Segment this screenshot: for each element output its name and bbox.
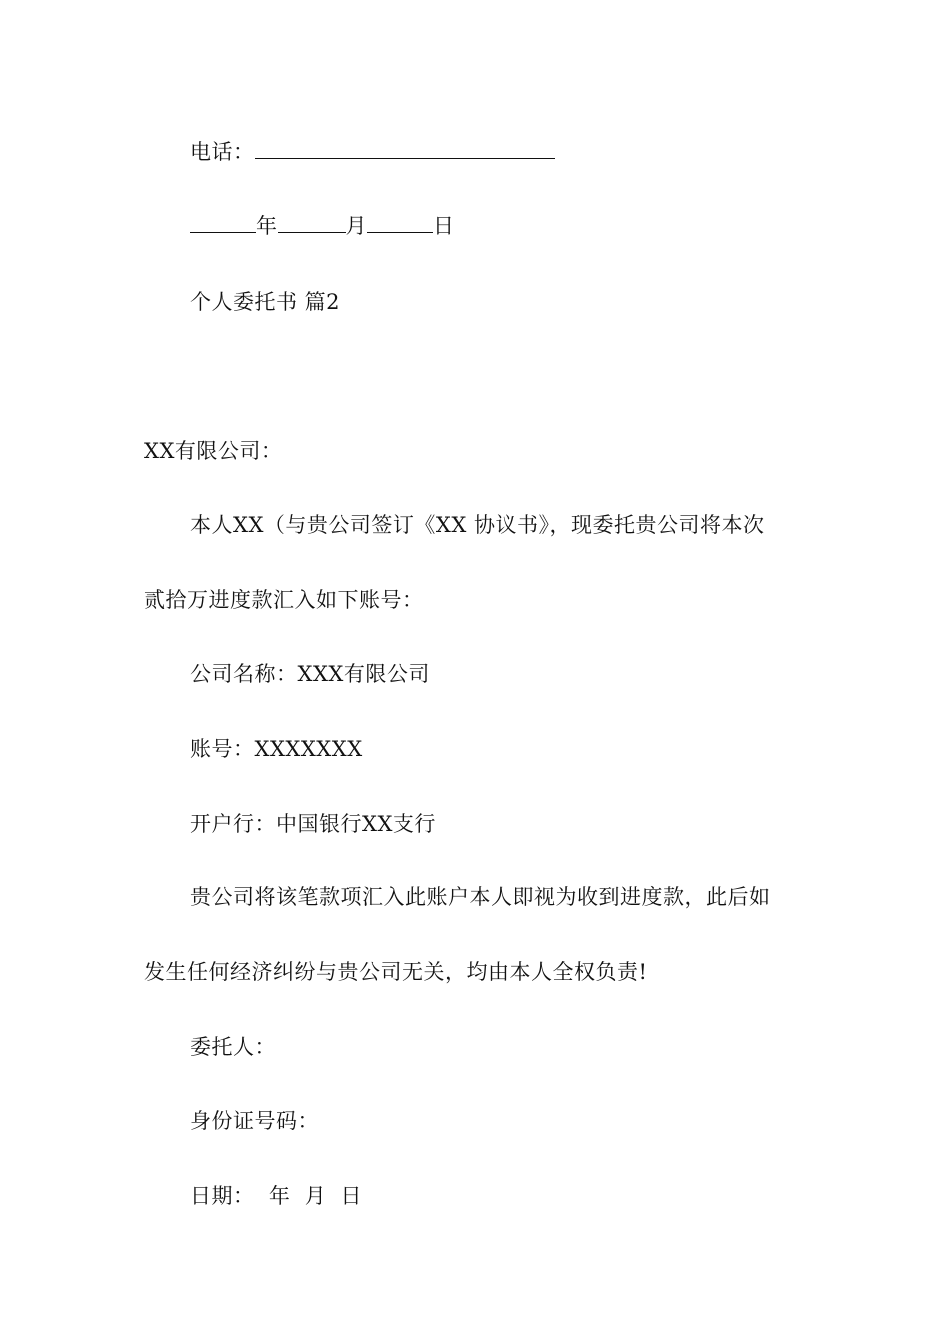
principal-label: 委托人：: [190, 1035, 276, 1059]
section-title: 个人委托书 篇2: [190, 290, 341, 314]
company-name: 公司名称：XXX有限公司: [190, 662, 430, 686]
month-label: 月: [345, 214, 367, 238]
month-blank: [278, 212, 346, 233]
addressee: XX有限公司：: [144, 439, 283, 463]
phone-blank: [255, 138, 555, 159]
body-paragraph-2: 贵公司将该笔款项汇入此账户本人即视为收到进度款，此后如: [190, 885, 771, 909]
body-paragraph-2-continued: 发生任何经济纠纷与贵公司无关，均由本人全权负责!: [144, 960, 648, 984]
body-paragraph-1-continued: 贰拾万进度款汇入如下账号：: [144, 588, 424, 612]
bank-branch: 开户行：中国银行XX支行: [190, 812, 436, 836]
account-number: 账号：XXXXXXX: [190, 737, 363, 761]
phone-label: 电话：: [190, 140, 255, 164]
phone-line: [190, 137, 555, 167]
year-label: 年: [256, 214, 278, 238]
date-blank-line: [190, 211, 455, 241]
id-number-label: 身份证号码：: [190, 1109, 319, 1133]
body-paragraph-1: 本人XX（与贵公司签订《XX 协议书》，现委托贵公司将本次: [190, 513, 765, 537]
day-blank: [367, 212, 433, 233]
year-blank: [190, 212, 256, 233]
day-label: 日: [433, 214, 455, 238]
date-line: 日期： 年 月 日: [190, 1184, 363, 1208]
